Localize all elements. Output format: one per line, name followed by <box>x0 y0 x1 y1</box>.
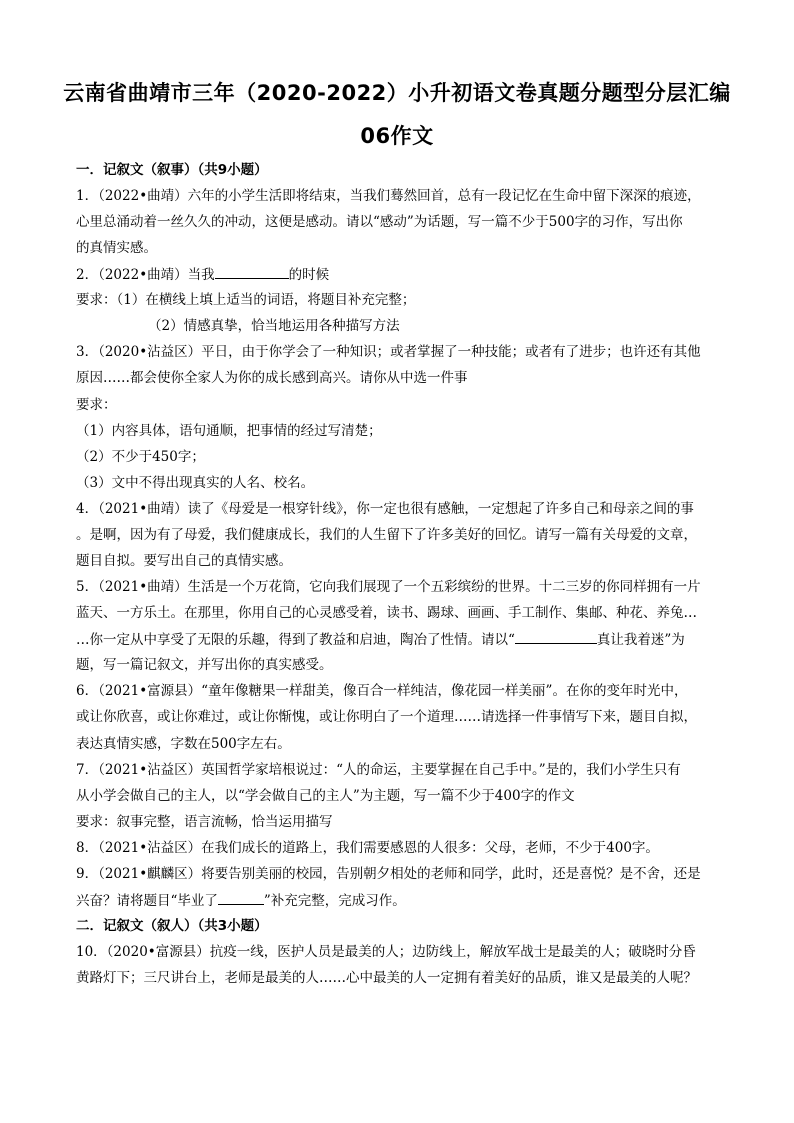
question-5-suffix: 真让我着迷”为 <box>596 632 685 648</box>
question-8-line-1: 8．（2021•沾益区）在我们成长的道路上，我们需要感恩的人很多：父母，老师，不少于400字。 <box>76 840 659 856</box>
question-5-prefix: …你一定从中享受了无限的乐趣，得到了教益和启迪，陶冶了性情。请以“ <box>76 632 515 648</box>
question-7-line-2: 从小学会做自己的主人，以“学会做自己的主人”为主题，写一篇不少于400字的作文 <box>76 788 575 804</box>
question-3-line-4: （1）内容具体，语句通顺，把事情的经过写清楚； <box>76 423 382 439</box>
question-2-prefix: 2．（2022•曲靖）当我 <box>76 267 215 283</box>
question-3-line-5: （2）不少于450字； <box>76 449 205 465</box>
question-3-line-3: 要求： <box>76 397 117 413</box>
question-7-line-1: 7．（2021•沾益区）英国哲学家培根说过：“人的命运，主要掌握在自己手中。”是的，我们小学生只有 <box>76 762 681 778</box>
question-9-line-1: 9．（2021•麒麟区）将要告别美丽的校园，告别朝夕相处的老师和同学，此时，还是喜悦？是不舍，还是 <box>76 866 701 882</box>
document-subtitle: 06作文 <box>360 124 434 148</box>
question-4-line-3: 题目自拟。要写出自己的真情实感。 <box>76 553 292 569</box>
question-9-prefix: 兴奋？请将题目“毕业了 <box>76 893 218 909</box>
question-7-line-3: 要求：叙事完整，语言流畅，恰当运用描写 <box>76 814 333 830</box>
question-4-line-2: 。是啊，因为有了母爱，我们健康成长，我们的人生留下了许多美好的回忆。请写一篇有关母爱的文章， <box>76 527 697 543</box>
question-3-line-2: 原因……都会使你全家人为你的成长感到高兴。请你从中选一件事 <box>76 370 468 386</box>
question-3-line-1: 3．（2020•沾益区）平日，由于你学会了一种知识；或者掌握了一种技能；或者有了进步；也许还有其他 <box>76 344 701 360</box>
question-6-line-2: 或让你欣喜，或让你难过，或让你惭愧，或让你明白了一个道理……请选择一件事情写下来，题目自拟， <box>76 709 697 725</box>
section-heading-1: 一．记叙文（叙事）（共9小题） <box>76 162 268 178</box>
question-2-line-1 <box>76 264 329 285</box>
question-1-line-1: 1．（2022•曲靖）六年的小学生活即将结束，当我们蓦然回首，总有一段记忆在生命中留下深深的痕迹， <box>76 188 701 204</box>
question-5-line-3 <box>76 629 685 650</box>
question-6-line-1: 6．（2021•富源县）“童年像糖果一样甜美，像百合一样纯洁，像花园一样美丽”。在你的变年时光中， <box>76 683 688 699</box>
question-9-suffix: ”补充完整，完成习作。 <box>263 893 406 909</box>
question-1-line-3: 的真情实感。 <box>76 240 157 256</box>
document-title: 云南省曲靖市三年（2020-2022）小升初语文卷真题分题型分层汇编 <box>63 81 731 105</box>
question-1-line-2: 心里总涌动着一丝久久的冲动，这便是感动。请以“感动”为话题，写一篇不少于500字的习作，写出你 <box>76 214 683 230</box>
question-5-line-1: 5．（2021•曲靖）生活是一个万花筒，它向我们展现了一个五彩缤纷的世界。十二三岁的你同样拥有一片 <box>76 579 701 595</box>
question-6-line-3: 表达真情实感，字数在500字左右。 <box>76 736 291 752</box>
question-4-line-1: 4．（2021•曲靖）读了《母爱是一根穿针线》，你一定也很有感触，一定想起了许多自己和母亲之间的事 <box>76 501 694 517</box>
question-9-line-2 <box>76 890 406 911</box>
question-3-line-6: （3）文中不得出现真实的人名、校名。 <box>76 475 315 491</box>
question-2-line-3: （2）情感真挚，恰当地运用各种描写方法 <box>148 318 400 334</box>
question-2-suffix: 的时候 <box>288 267 330 283</box>
question-5-line-4: 题，写一篇记叙文，并写出你的真实感受。 <box>76 657 333 673</box>
question-2-line-2: 要求：（1）在横线上填上适当的词语，将题目补充完整； <box>76 292 416 308</box>
fill-blank <box>515 629 597 644</box>
question-10-line-1: 10．（2020•富源县）抗疫一线，医护人员是最美的人；边防线上，解放军战士是最美的人；破晓时分昏 <box>76 944 696 960</box>
fill-blank <box>218 890 264 905</box>
section-heading-2: 二．记叙文（叙人）（共3小题） <box>76 918 268 934</box>
question-10-line-2: 黄路灯下；三尺讲台上，老师是最美的人……心中最美的人一定拥有着美好的品质，谁又是最美的人呢？ <box>76 970 697 986</box>
fill-blank <box>215 264 289 279</box>
question-5-line-2: 蓝天、一方乐土。在那里，你用自己的心灵感受着，读书、踢球、画画、手工制作、集邮、种花、养兔… <box>76 605 697 621</box>
